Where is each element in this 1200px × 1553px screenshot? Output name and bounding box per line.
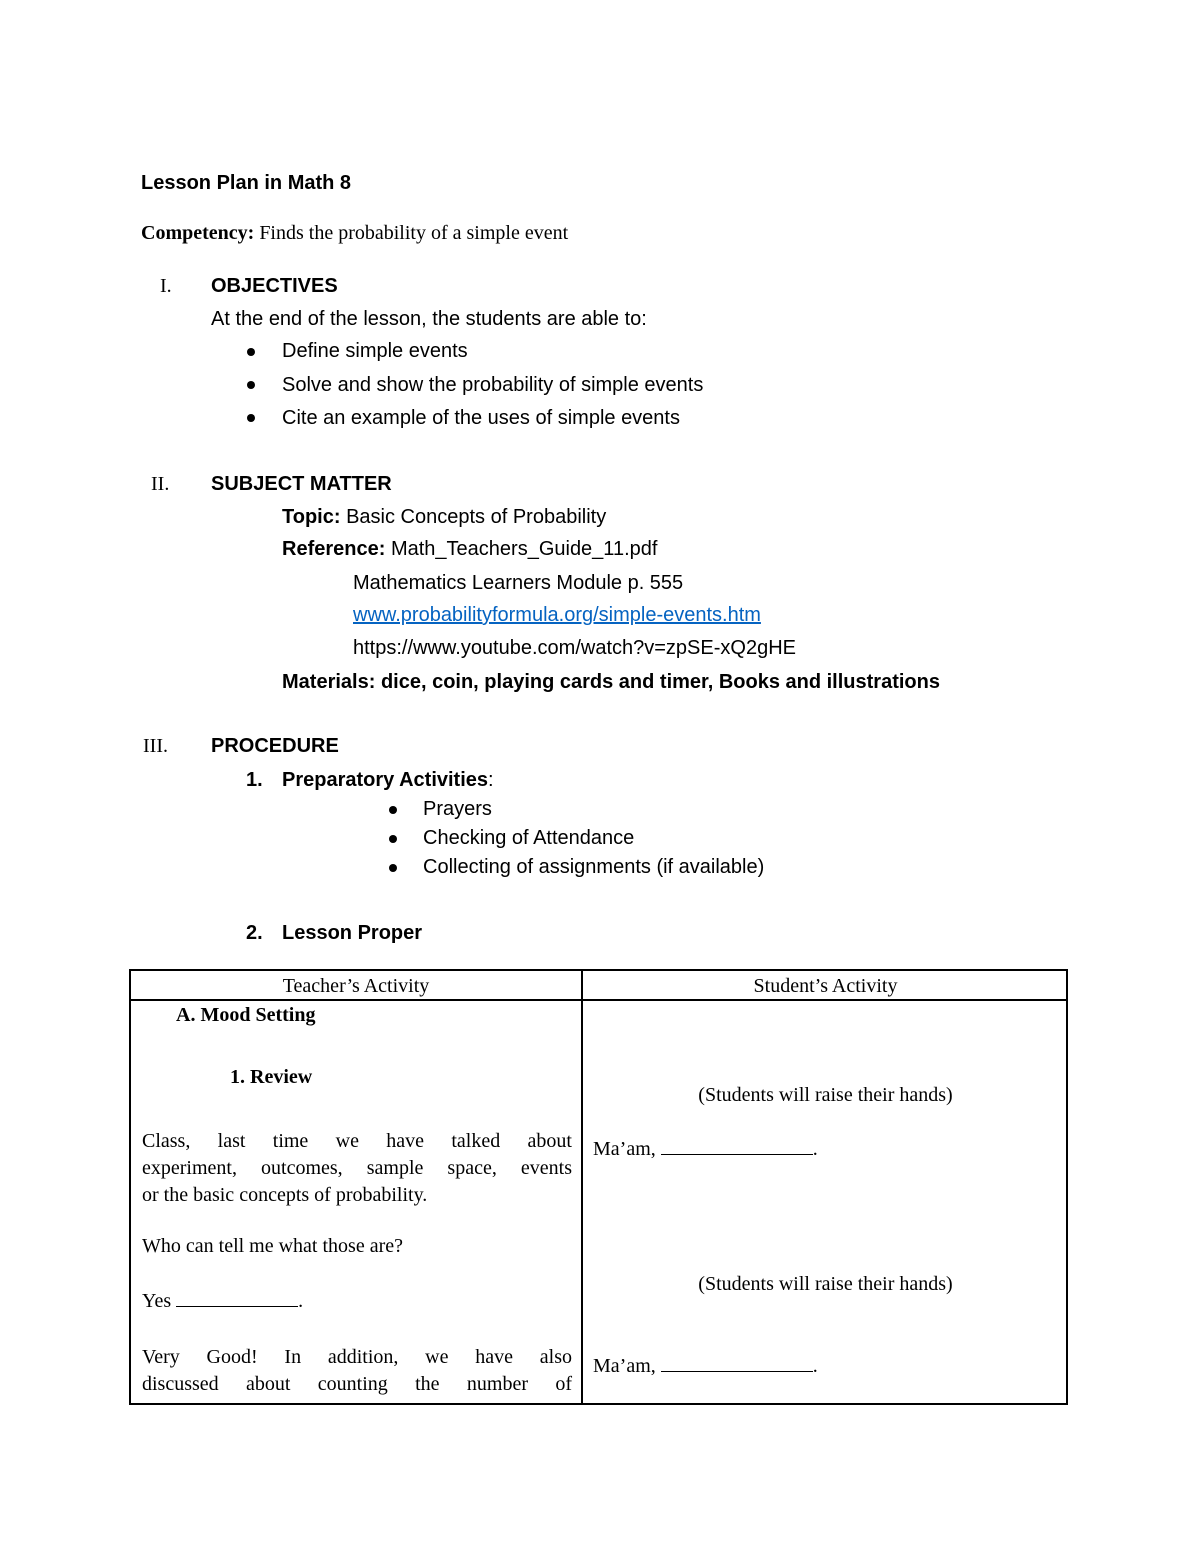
prep-item: Collecting of assignments (if available) <box>423 856 765 878</box>
lesson-proper-table <box>129 969 1068 1405</box>
teacher-line: or the basic concepts of probability. <box>142 1184 428 1206</box>
answer-blank <box>176 1290 298 1307</box>
topic-label: Topic: <box>282 506 341 528</box>
reference-label: Reference: <box>282 538 386 560</box>
competency-text: Finds the probability of a simple event <box>259 222 569 244</box>
answer-blank <box>661 1355 813 1372</box>
reference-link[interactable] <box>353 604 761 627</box>
objectives-numeral: I. <box>160 275 172 297</box>
answer-end: . <box>812 1138 818 1160</box>
bullet-icon <box>389 864 397 872</box>
student-answer-label: Ma’am, <box>593 1138 656 1160</box>
reference-line <box>282 538 657 561</box>
answer-end: . <box>812 1355 818 1377</box>
section-review: 1. Review <box>230 1066 313 1088</box>
student-raise-hands: (Students will raise their hands) <box>698 1273 953 1295</box>
teacher-line: experiment, outcomes, sample space, events <box>142 1157 572 1179</box>
reference-video: https://www.youtube.com/watch?v=zpSE-xQ2gHE <box>353 637 796 659</box>
step1-colon: : <box>488 769 494 791</box>
table-header-divider <box>131 999 1066 1001</box>
step1-title: Preparatory Activities <box>282 769 489 791</box>
materials-value: dice, coin, playing cards and timer, Books and illustrations <box>380 671 940 693</box>
student-answer-line <box>593 1138 818 1161</box>
teacher-paragraph <box>142 1128 572 1209</box>
competency-line <box>141 222 568 245</box>
competency-label: Competency: <box>141 222 255 244</box>
bullet-icon <box>247 381 255 389</box>
header-teacher: Teacher’s Activity <box>282 975 430 997</box>
subject-numeral: II. <box>151 473 170 495</box>
procedure-heading: PROCEDURE <box>211 735 339 757</box>
teacher-question: Who can tell me what those are? <box>142 1235 403 1257</box>
step1-line <box>282 769 494 792</box>
very-good-paragraph <box>142 1344 572 1398</box>
reference-value: Math_Teachers_Guide_11.pdf <box>390 538 658 560</box>
very-good-line: discussed about counting the number of <box>142 1373 572 1395</box>
objectives-intro: At the end of the lesson, the students are able to: <box>211 308 647 330</box>
materials-line <box>282 671 940 694</box>
prep-item: Checking of Attendance <box>423 827 635 849</box>
subject-heading: SUBJECT MATTER <box>211 473 392 495</box>
materials-label: Materials: <box>282 671 376 693</box>
step2-title: Lesson Proper <box>282 922 423 944</box>
step1-number: 1. <box>246 769 263 791</box>
prep-item: Prayers <box>423 798 492 820</box>
reference-url-link[interactable]: www.probabilityformula.org/simple-events.htm <box>353 604 761 626</box>
objective-item: Define simple events <box>282 340 468 362</box>
procedure-numeral: III. <box>143 735 168 757</box>
yes-end: . <box>298 1290 304 1312</box>
bullet-icon <box>389 835 397 843</box>
objective-item: Solve and show the probability of simple events <box>282 374 704 396</box>
step2-number: 2. <box>246 922 263 944</box>
student-raise-hands: (Students will raise their hands) <box>698 1084 953 1106</box>
student-answer-line <box>593 1355 818 1378</box>
answer-blank <box>661 1138 813 1155</box>
reference-module: Mathematics Learners Module p. 555 <box>353 572 684 594</box>
page-title: Lesson Plan in Math 8 <box>141 172 352 194</box>
section-mood-setting: A. Mood Setting <box>176 1004 316 1026</box>
student-answer-label: Ma’am, <box>593 1355 656 1377</box>
topic-value: Basic Concepts of Probability <box>346 506 607 528</box>
objective-item: Cite an example of the uses of simple events <box>282 407 680 429</box>
topic-line <box>282 506 606 529</box>
very-good-line: Very Good! In addition, we have also <box>142 1346 572 1368</box>
header-student: Student’s Activity <box>753 975 898 997</box>
table-column-divider <box>581 971 583 1403</box>
bullet-icon <box>247 414 255 422</box>
yes-label: Yes <box>142 1290 172 1312</box>
teacher-yes-line <box>142 1290 303 1313</box>
teacher-line: Class, last time we have talked about <box>142 1130 572 1152</box>
objectives-heading: OBJECTIVES <box>211 275 338 297</box>
bullet-icon <box>389 806 397 814</box>
bullet-icon <box>247 348 255 356</box>
